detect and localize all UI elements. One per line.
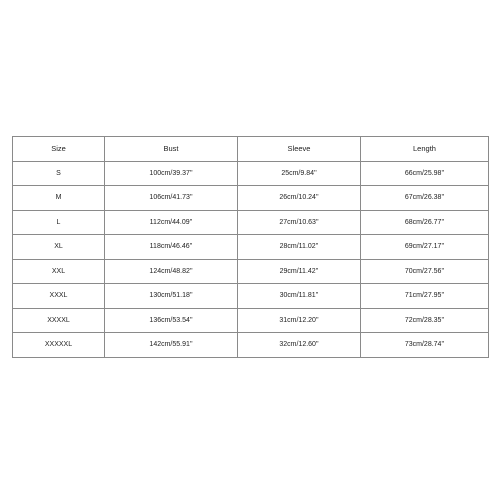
cell-length: 72cm/28.35'' xyxy=(361,308,489,333)
cell-size: M xyxy=(13,186,105,211)
cell-size: XXL xyxy=(13,259,105,284)
cell-sleeve: 31cm/12.20'' xyxy=(238,308,361,333)
header-row xyxy=(13,137,489,162)
table-row xyxy=(13,308,489,333)
cell-sleeve: 26cm/10.24'' xyxy=(238,186,361,211)
cell-size: S xyxy=(13,161,105,186)
table-row xyxy=(13,333,489,358)
cell-size: XXXL xyxy=(13,284,105,309)
header-sleeve: Sleeve xyxy=(238,137,361,162)
cell-bust: 136cm/53.54'' xyxy=(105,308,238,333)
header-bust: Bust xyxy=(105,137,238,162)
table-row xyxy=(13,235,489,260)
table-row xyxy=(13,186,489,211)
cell-sleeve: 27cm/10.63'' xyxy=(238,210,361,235)
cell-bust: 112cm/44.09'' xyxy=(105,210,238,235)
cell-bust: 130cm/51.18'' xyxy=(105,284,238,309)
cell-size: XXXXXL xyxy=(13,333,105,358)
cell-bust: 100cm/39.37'' xyxy=(105,161,238,186)
cell-size: XL xyxy=(13,235,105,260)
cell-size: L xyxy=(13,210,105,235)
table-row xyxy=(13,210,489,235)
cell-length: 73cm/28.74'' xyxy=(361,333,489,358)
cell-sleeve: 30cm/11.81'' xyxy=(238,284,361,309)
table-row xyxy=(13,284,489,309)
table-row xyxy=(13,161,489,186)
cell-bust: 142cm/55.91'' xyxy=(105,333,238,358)
cell-bust: 118cm/46.46'' xyxy=(105,235,238,260)
cell-sleeve: 32cm/12.60'' xyxy=(238,333,361,358)
header-length: Length xyxy=(361,137,489,162)
cell-size: XXXXL xyxy=(13,308,105,333)
cell-bust: 124cm/48.82'' xyxy=(105,259,238,284)
cell-length: 68cm/26.77'' xyxy=(361,210,489,235)
cell-length: 70cm/27.56'' xyxy=(361,259,489,284)
cell-bust: 106cm/41.73'' xyxy=(105,186,238,211)
cell-sleeve: 28cm/11.02'' xyxy=(238,235,361,260)
cell-sleeve: 25cm/9.84'' xyxy=(238,161,361,186)
cell-length: 67cm/26.38'' xyxy=(361,186,489,211)
cell-length: 66cm/25.98'' xyxy=(361,161,489,186)
header-size: Size xyxy=(13,137,105,162)
table-row xyxy=(13,259,489,284)
size-chart-table xyxy=(12,136,489,358)
cell-length: 69cm/27.17'' xyxy=(361,235,489,260)
cell-sleeve: 29cm/11.42'' xyxy=(238,259,361,284)
cell-length: 71cm/27.95'' xyxy=(361,284,489,309)
